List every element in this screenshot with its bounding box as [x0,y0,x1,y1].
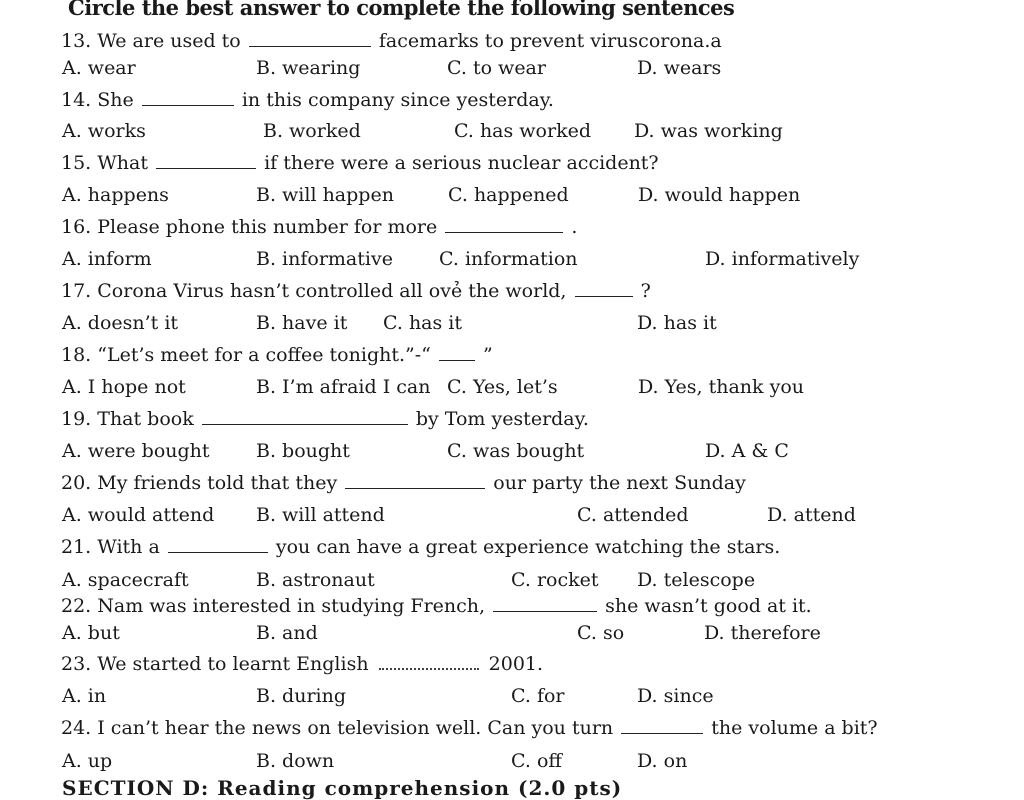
option-b[interactable]: B. will attend [256,504,385,526]
question-text-after: the volume a bit? [711,717,878,739]
question-text-after: you can have a great experience watching the stars. [275,536,781,558]
question-text-before: What [97,152,148,174]
option-c[interactable]: C. has worked [454,120,591,142]
option-b[interactable]: B. wearing [256,57,361,79]
question-22 [61,593,812,619]
option-d[interactable]: D. attend [767,504,856,526]
option-a[interactable]: A. I hope not [62,376,186,398]
option-d[interactable]: D. wears [637,57,722,79]
option-d[interactable]: D. since [637,685,714,707]
question-16 [61,214,577,240]
options-23 [0,683,1024,709]
option-a[interactable]: A. spacecraft [62,569,189,591]
question-number: 21. [61,536,92,558]
question-17 [61,278,651,304]
question-text-before: Nam was interested in studying French, [97,595,486,617]
option-d[interactable]: D. was working [634,120,783,142]
question-number: 13. [61,30,92,52]
question-number: 24. [61,717,92,739]
answer-blank[interactable] [379,654,479,670]
question-number: 18. [61,344,92,366]
question-number: 20. [61,472,92,494]
answer-blank[interactable] [493,595,597,612]
question-number: 23. [61,653,92,675]
question-text-after: . [571,216,578,238]
option-d[interactable]: D. Yes, thank you [638,376,804,398]
option-b[interactable]: B. astronaut [256,569,375,591]
question-text-before: She [97,89,134,111]
answer-blank[interactable] [202,408,408,425]
option-b[interactable]: B. informative [256,248,393,270]
options-22 [0,620,1024,646]
options-14 [0,118,1024,144]
option-a[interactable]: A. doesn’t it [62,312,179,334]
question-text-after: she wasn’t good at it. [605,595,812,617]
option-a[interactable]: A. but [62,622,120,644]
question-text-before: That book [97,408,194,430]
option-c[interactable]: C. Yes, let’s [447,376,558,398]
question-text-after: ? [640,280,651,302]
question-15 [61,150,659,176]
answer-blank[interactable] [621,717,703,734]
option-d[interactable]: D. A & C [705,440,789,462]
question-text-after: by Tom yesterday. [415,408,589,430]
question-text-after: in this company since yesterday. [241,89,554,111]
option-d[interactable]: D. would happen [638,184,801,206]
answer-blank[interactable] [142,89,234,106]
question-14 [61,87,554,113]
options-13 [0,55,1024,81]
options-18 [0,374,1024,400]
option-a[interactable]: A. works [62,120,146,142]
option-c[interactable]: C. happened [448,184,569,206]
question-text-before: Please phone this number for more [97,216,438,238]
option-c[interactable]: C. attended [577,504,689,526]
option-d[interactable]: D. on [637,750,688,772]
option-a[interactable]: A. in [62,685,107,707]
option-c[interactable]: C. rocket [511,569,599,591]
option-a[interactable]: A. wear [62,57,136,79]
option-b[interactable]: B. worked [263,120,361,142]
option-d[interactable]: D. has it [637,312,717,334]
section-heading: SECTION D: Reading comprehension (2.0 pts) [62,776,623,800]
question-13 [61,28,722,54]
option-b[interactable]: B. will happen [256,184,394,206]
question-number: 17. [61,280,92,302]
option-a[interactable]: A. would attend [62,504,215,526]
question-21 [61,534,780,560]
option-b[interactable]: B. during [256,685,346,707]
question-text-before: I can’t hear the news on television well. Can you turn [97,717,614,739]
option-a[interactable]: A. up [62,750,113,772]
question-number: 14. [61,89,92,111]
option-a[interactable]: A. happens [62,184,169,206]
question-text-after: facemarks to prevent viruscorona.a [378,30,722,52]
options-15 [0,182,1024,208]
answer-blank[interactable] [249,30,371,47]
option-d[interactable]: D. therefore [704,622,821,644]
option-d[interactable]: D. informatively [705,248,860,270]
options-24 [0,748,1024,774]
question-number: 22. [61,595,92,617]
answer-blank[interactable] [168,536,268,553]
option-a[interactable]: A. were bought [62,440,210,462]
option-d[interactable]: D. telescope [637,569,756,591]
option-c[interactable]: C. off [511,750,562,772]
question-24 [61,715,878,741]
question-text-before: Corona Virus hasn’t controlled all ovẻ the world, [97,280,567,302]
question-text-after: ” [482,344,493,366]
option-b[interactable]: B. have it [256,312,348,334]
question-number: 16. [61,216,92,238]
option-b[interactable]: B. I’m afraid I can [256,376,431,398]
options-20 [0,502,1024,528]
answer-blank[interactable] [445,216,563,233]
question-18 [61,342,493,368]
answer-blank[interactable] [439,344,475,361]
option-b[interactable]: B. bought [256,440,350,462]
question-19 [61,406,589,432]
question-text-before: “Let’s meet for a coffee tonight.”-“ [97,344,431,366]
question-text-after: if there were a serious nuclear accident? [264,152,659,174]
option-c[interactable]: C. information [439,248,578,270]
option-c[interactable]: C. for [511,685,565,707]
option-a[interactable]: A. inform [62,248,152,270]
options-17 [0,310,1024,336]
option-b[interactable]: B. and [256,622,318,644]
option-c[interactable]: C. was bought [447,440,585,462]
question-text-before: My friends told that they [97,472,338,494]
page-title: Circle the best answer to complete the following sentences [68,0,735,20]
options-19 [0,438,1024,464]
question-text-after: our party the next Sunday [493,472,746,494]
question-number: 19. [61,408,92,430]
question-text-before: We started to learnt English [97,653,369,675]
option-c[interactable]: C. so [577,622,625,644]
options-21 [0,567,1024,593]
question-number: 15. [61,152,92,174]
options-16 [0,246,1024,272]
option-c[interactable]: C. to wear [447,57,546,79]
question-text-before: With a [97,536,160,558]
question-text-before: We are used to [97,30,241,52]
answer-blank[interactable] [345,472,485,489]
question-23 [61,651,543,677]
question-text-after: 2001. [488,653,544,675]
question-20 [61,470,746,496]
option-c[interactable]: C. has it [383,312,463,334]
option-b[interactable]: B. down [256,750,335,772]
answer-blank[interactable] [575,280,633,297]
answer-blank[interactable] [156,152,256,169]
